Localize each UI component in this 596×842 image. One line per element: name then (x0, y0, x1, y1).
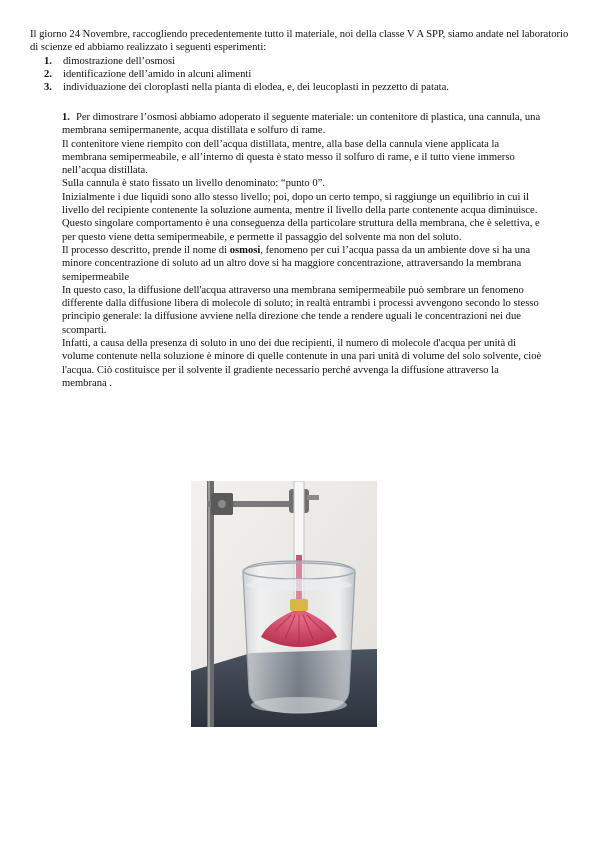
experiments-list (30, 55, 570, 95)
intro-paragraph: Il giorno 24 Novembre, raccogliendo precedentemente tutto il materiale, noi della classe V A SPP, siamo andate nel laboratorio di scienze ed abbiamo realizzato i seguenti esperimenti: (30, 29, 569, 54)
section-paragraph: Sulla cannula è stato fissato un livello denominato: “punto 0”. (62, 178, 326, 190)
section-paragraph: Inizialmente i due liquidi sono allo stesso livello; poi, dopo un certo tempo, si raggiunge un equilibrio in cui il livello del recipiente contenente la soluzione aumenta, mentre il livello della parte contenente acqua diminuisce. (62, 191, 538, 217)
osmosis-experiment-photo (191, 481, 377, 727)
osmosis-term: osmosi (229, 244, 261, 256)
section-paragraph: Il contenitore viene riempito con dell’acqua distillata, mentre, alla base della cannula viene applicata la membrana semipermeabile, e all’interno di questa è stato messo il solfuro di rame, e il tutto viene immerso nell’acqua distillata. (62, 138, 515, 177)
list-item-label: individuazione dei cloroplasti nella pianta di elodea, e, dei leucoplasti in pezzetto di patata. (63, 82, 449, 94)
clamp-screw (218, 500, 226, 508)
membrane-band (290, 599, 308, 611)
section-paragraph (62, 111, 546, 138)
section-number: 1. (62, 112, 70, 123)
list-number: 2. (44, 68, 52, 80)
osmosis-text-before: Il processo descritto, prende il nome di (62, 244, 230, 256)
list-item (30, 81, 570, 94)
list-number: 3. (44, 82, 52, 94)
clamp-jaw-screw (307, 495, 319, 500)
list-number: 1. (44, 55, 52, 67)
section-paragraph (62, 244, 546, 284)
list-item-label: dimostrazione dell’osmosi (63, 55, 176, 67)
osmosis-section (62, 111, 546, 390)
section-paragraph: Questo singolare comportamento è una conseguenza della particolare struttura della membrana, che è selettiva, e per questo viene detta semipermeabile, e permette il passaggio del solvente ma non del soluto. (62, 218, 540, 243)
list-item (30, 68, 570, 81)
section-paragraph: Infatti, a causa della presenza di soluto in uno dei due recipienti, il numero di molecole d'acqua per unità di volume contenute nella soluzione è minore di quelle contenute in una pari unità di volume del solo solvente, cioè l'acqua. Ciò costituisce per il solvente il gradiente necessario perché avvenga la diffusione attraverso la membrana . (62, 338, 542, 389)
stand-pole-highlight (208, 481, 210, 727)
glass-base (251, 697, 347, 713)
list-item (30, 55, 570, 68)
water-surface (246, 579, 352, 591)
section-paragraph: In questo caso, la diffusione dell'acqua attraverso una membrana semipermeabile può sembrare un fenomeno differente dalla diffusione libera di molecole di soluto; in realtà entrambi i processi avvengono secondo lo stesso principio generale: la diffusione avviene nella direzione che tende a rendere uguali le concentrazioni nei due scomparti. (62, 284, 539, 336)
intro-block (30, 28, 570, 94)
list-item-label: identificazione dell’amido in alcuni alimenti (63, 68, 252, 80)
osmosis-text-after: , fenomeno per cui l’acqua passa da un ambiente dove si ha una minore concentrazione di soluto ad un altro dove si ha maggiore concentrazione, attraversando la membrana semipermeabile (62, 244, 531, 283)
section-intro-text: Per dimostrare l’osmosi abbiamo adoperato il seguente materiale: un contenitore di plastica, una cannula, una membrana semipermanente, acqua distillata e solfuro di rame. (62, 112, 541, 137)
